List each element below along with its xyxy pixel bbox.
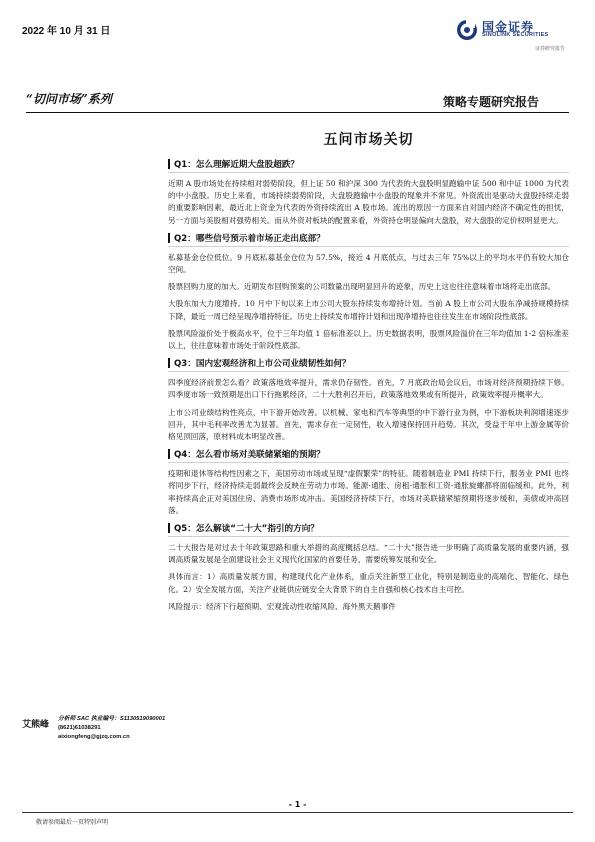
analyst-phone: (8621)61038291: [58, 725, 101, 731]
paragraph: 大股东加大力度增持。10 月中下旬以来上市公司大股东持续发布增持计划。当前 A 股上市公司大股东净减持规模持续下降，最近一周已经呈现净增持特征。历史上持续发布增持计划和出现净增持也往往发生在市场阶段性底部。: [168, 299, 569, 321]
risk-warning: 风险提示：经济下行超预期、宏观流动性收缩风险、海外黑天鹅事件: [168, 601, 396, 611]
section-q4: [168, 448, 569, 517]
analyst-email[interactable]: aixiongfeng@gjzq.com.cn: [58, 734, 130, 740]
section-q3: [168, 357, 569, 443]
heading-bar: [168, 449, 170, 459]
report-type: 策略专题研究报告: [443, 95, 540, 109]
paragraph: 近期 A 股市场处在持续相对弱势阶段，但上证 50 和沪深 300 为代表的大盘股明显跑输中证 500 和中证 1000 为代表的中小盘股。历史上来看，市场持续弱势阶段，大盘股跑输中小盘股的现象并不常见。外资流出是驱动大盘股持续走弱的重要影响因素，最近北上资金为代表的外资持续流出 A 股市场。流出的原因一方面来自对国内经济不确定性的担忧，另一方面与美股相对强势相关。而从外资对板块的配置来看，外资持仓明显偏向大盘股，对大盘股的定价权明显更大。: [168, 179, 569, 225]
question-title: Q1：怎么理解近期大盘股超跌？: [174, 160, 300, 170]
question-title: Q5：怎么解读“二十大”指引的方向？: [174, 524, 319, 535]
logo-english: SINOLINK SECURITIES: [482, 32, 549, 38]
paragraph: 私募基金仓位低位。9 月底私募基金仓位为 57.5%，接近 4 月底低点，与过去三年 75%以上的平均水平仍有较大加仓空间。: [168, 252, 569, 275]
report-body: [168, 156, 569, 618]
page-number: - 1 -: [288, 800, 307, 809]
analyst-info: [58, 715, 165, 742]
paragraph: 上市公司业绩结构性亮点，中下游开始改善。以机械、家电和汽车等典型的中下游行业为例，中下游板块利润增速逐步回升，其中毛利率改善尤为显著。首先，需求存在一定韧性，收入增速保持回升趋势。其次，受益于年中上游金属等价格见顶回落，原材料成本明显改善。: [168, 407, 569, 442]
paragraph: 疫期和退休等结构性因素之下，美国劳动市场或呈现“虚假繁荣”的特征。随着制造业 PMI 持续下行，服务业 PMI 也终将同步下行，经济持续走弱最终会反映在劳动力市场。能源-通胀、房租-通胀和工资-通胀旋螺都将面临缓和。此外，利率持续高企正对美国住房、消费市场形成冲击。美国经济持续下行，市场对美联储紧缩预期将逐步缓和，美债或冲高回落。: [168, 469, 569, 515]
heading-bar: [168, 233, 170, 243]
header-divider: [26, 112, 569, 113]
disclaimer: 敬请参阅最后一页特别声明: [36, 819, 109, 826]
paragraph: 具体而言：1）高质量发展方面，构建现代化产业体系，重点关注新型工业化，特别是制造业的高端化、智能化、绿色化。2）安全发展方面，关注产业链供应链安全大背景下的自主自强和核心技术自主可控。: [168, 572, 569, 594]
analyst-title: 分析师 SAC 执业编号：S1130519090001: [58, 716, 166, 722]
question-heading: [168, 357, 569, 372]
paragraph: 股票回购力度的加大。近期发布回购预案的公司数量出现明显回升的迹象，历史上这也往往意味着市场将走出底部。: [168, 282, 556, 292]
paragraph: 四季度经济前景怎么看？政策落地效率提升，需求仍存韧性。首先，7 月底政治局会议后，市场对经济预期持续下修。四季度市场一致预期是出口下行拖累经济，二十大胜利召开后，政策落地效果或有所提升，政策效率提升概率大。: [168, 378, 569, 400]
heading-bar: [168, 523, 170, 533]
section-q2: [168, 232, 569, 352]
question-title: Q2：哪些信号预示着市场正走出底部？: [174, 233, 325, 244]
footer-divider: [22, 812, 573, 813]
question-title: Q3：国内宏观经济和上市公司业绩韧性如何？: [174, 359, 351, 370]
question-heading: [168, 158, 569, 173]
question-heading: [168, 522, 569, 537]
section-q5: [168, 522, 569, 613]
heading-bar: [168, 159, 170, 169]
section-q1: [168, 158, 569, 227]
logo-subtitle: 证券研究报告: [535, 46, 566, 52]
logo-name: 国金证券: [482, 20, 535, 34]
sinolink-logo-icon: [456, 19, 478, 41]
question-heading: [168, 232, 569, 247]
paragraph: 股票风险溢价处于极高水平，位于三年均值 1 倍标准差以上。历史数据表明，股票风险溢价在三年均值加 1-2 倍标准差以上，往往意味着市场处于阶段性底部。: [168, 328, 569, 351]
report-date: 2022 年 10 月 31 日: [22, 26, 111, 37]
question-heading: [168, 448, 569, 463]
paragraph: 二十大报告是对过去十年政策思路和重大举措的高度概括总结。“二十大”报告进一步明确了高质量发展的重要内涵，强调高质量发展是全面建设社会主义现代化国家的首要任务，需要统筹发展和安全。: [168, 543, 569, 565]
series-label: “切问市场”系列: [26, 92, 112, 106]
heading-bar: [168, 358, 170, 368]
analyst-name: 艾熊峰: [22, 720, 50, 730]
question-title: Q4：怎么看市场对美联储紧缩的预期？: [174, 450, 325, 461]
page-title: 五问市场关切: [323, 132, 414, 148]
